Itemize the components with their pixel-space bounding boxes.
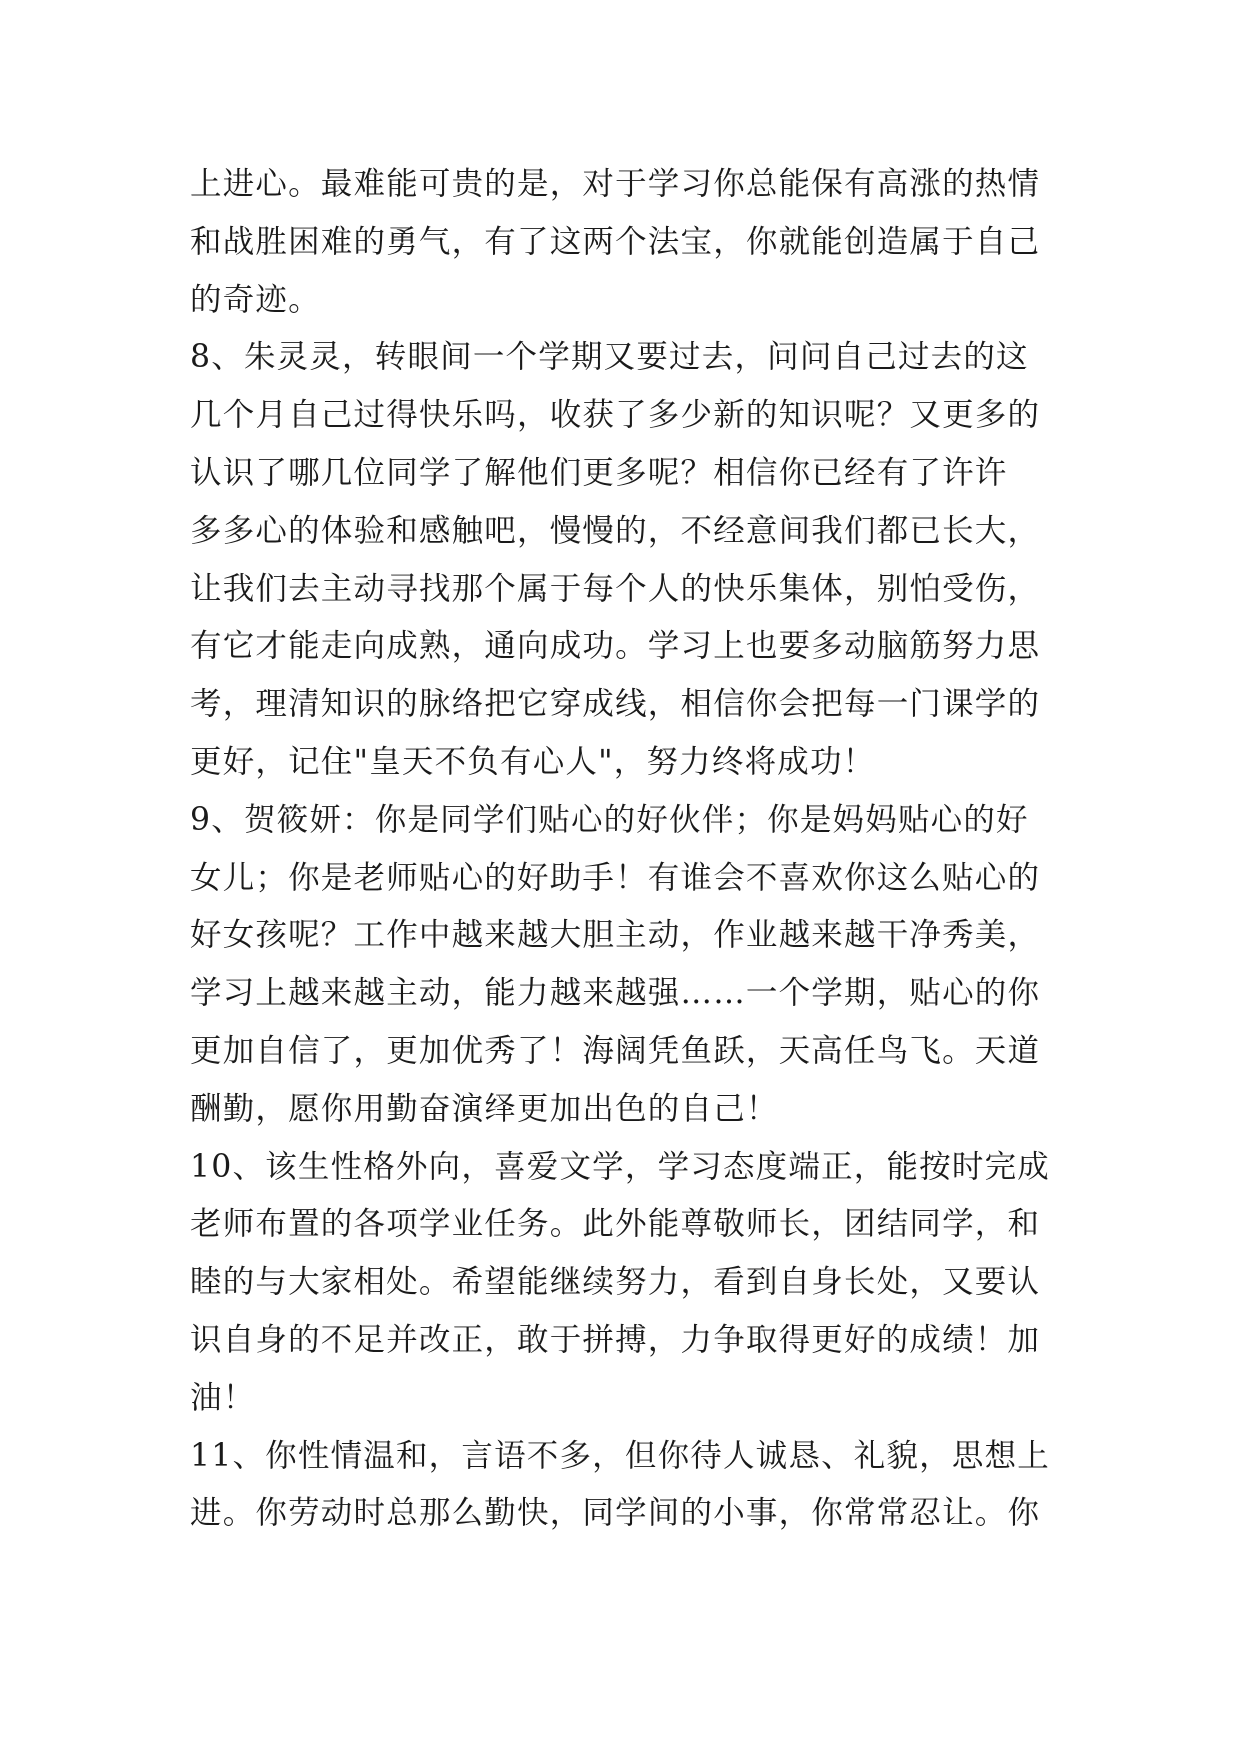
document-body (190, 156, 1060, 1543)
text-line: 睦的与大家相处。希望能继续努力，看到自身长处，又要认 (190, 1264, 1041, 1301)
text-line: 多多心的体验和感触吧，慢慢的，不经意间我们都已长大， (190, 512, 1041, 549)
text-line: 老师布置的各项学业任务。此外能尊敬师长，团结同学，和 (190, 1206, 1041, 1243)
text-line: 的奇迹。 (190, 281, 321, 318)
text-line: 8、朱灵灵，转眼间一个学期又要过去，问问自己过去的这 (190, 339, 1029, 376)
text-line: 酬勤，愿你用勤奋演绎更加出色的自己！ (190, 1090, 779, 1127)
text-line: 上进心。最难能可贵的是，对于学习你总能保有高涨的热情 (190, 166, 1041, 202)
text-line: 更好，记住"皇天不负有心人"，努力终将成功！ (190, 743, 876, 780)
text-line: 油！ (190, 1379, 256, 1416)
text-line: 10、该生性格外向，喜爱文学，学习态度端正，能按时完成 (190, 1148, 1050, 1185)
text-line: 和战胜困难的勇气，有了这两个法宝，你就能创造属于自己 (190, 223, 1041, 260)
text-line: 9、贺筱妍：你是同学们贴心的好伙伴；你是妈妈贴心的好 (190, 801, 1029, 838)
text-line: 认识了哪几位同学了解他们更多呢？相信你已经有了许许 (190, 454, 1008, 491)
text-line: 好女孩呢？工作中越来越大胆主动，作业越来越干净秀美， (190, 917, 1041, 954)
text-line: 进。你劳动时总那么勤快，同学间的小事，你常常忍让。你 (190, 1495, 1041, 1532)
text-line: 11、你性情温和，言语不多，但你待人诚恳、礼貌，思想上 (190, 1437, 1050, 1474)
text-line: 更加自信了，更加优秀了！海阔凭鱼跃，天高任鸟飞。天道 (190, 1032, 1041, 1069)
text-line: 让我们去主动寻找那个属于每个人的快乐集体，别怕受伤， (190, 570, 1041, 607)
text-line: 女儿；你是老师贴心的好助手！有谁会不喜欢你这么贴心的 (190, 859, 1041, 896)
text-line: 几个月自己过得快乐吗，收获了多少新的知识呢？又更多的 (190, 397, 1041, 434)
text-line: 有它才能走向成熟，通向成功。学习上也要多动脑筋努力思 (190, 628, 1041, 665)
text-line: 识自身的不足并改正，敢于拼搏，力争取得更好的成绩！加 (190, 1321, 1041, 1358)
text-line: 考，理清知识的脉络把它穿成线，相信你会把每一门课学的 (190, 686, 1041, 723)
text-line: 学习上越来越主动，能力越来越强……一个学期，贴心的你 (190, 975, 1041, 1012)
